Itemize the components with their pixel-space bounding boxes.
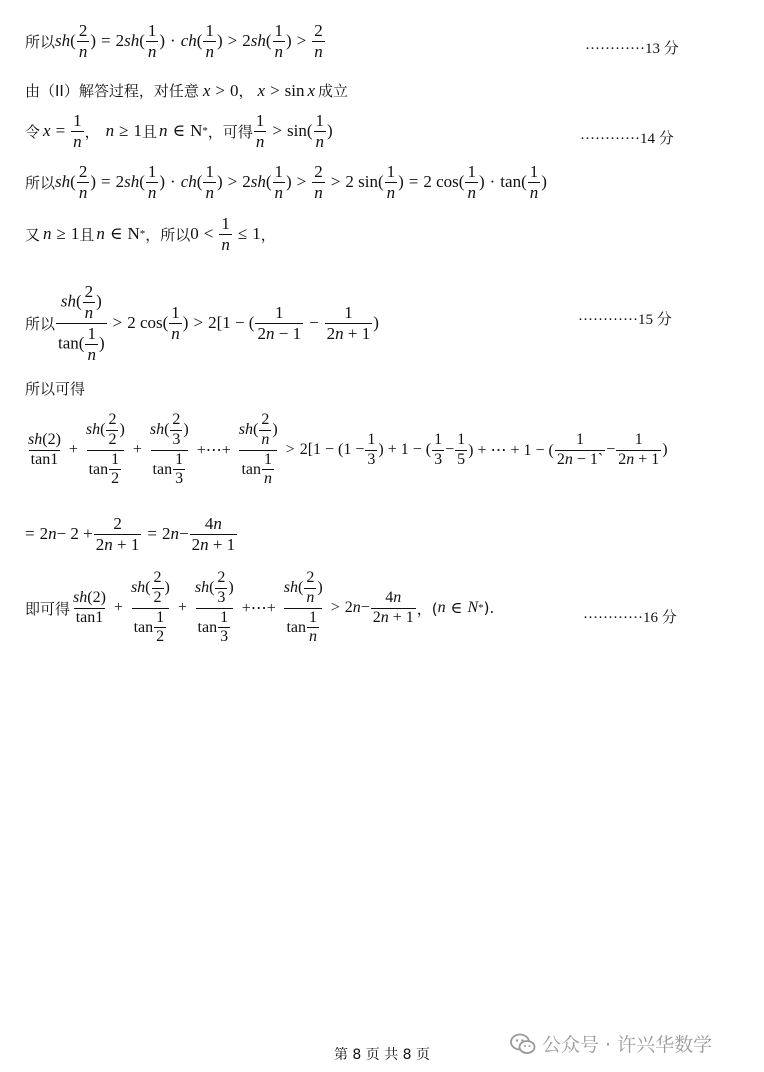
page-footer: 第 8 页 共 8 页 (333, 1047, 431, 1063)
wechat-icon (510, 1033, 536, 1055)
score-14: ············14 分 (580, 131, 674, 147)
equation-line-1: 所以 sh ( $\frac{2}{n}$ ) = 2 sh ( 1 n ) · ch ( 1 n ) > 2 sh ( 1 n ) > 2 n (25, 21, 323, 61)
equation-line-8: sh(2) tan1 + sh( $\frac{2}{2}$ ) tan $\frac{1}{2}$ + sh( $\frac{2}{3}$ ) tan $\frac{1}{3}$ +⋯+ sh( $\frac{2}{n}$ ) tan $\frac{1}{n}$ > 2[1 − (1 − 1 3 ) + 1 − ( 1 3 − 1 5 ) + ⋯ + 1 − ( 1 2n − 1` − 1 2n + 1 ) (28, 411, 668, 488)
equation-line-3: 令 x = $\frac{1}{n}$ ， n ≥ 1 且 n ∈ N * ，可得 1 n > sin( 1 n ) (25, 111, 333, 151)
score-13: ············13 分 (585, 41, 679, 57)
text-line-2: 由（II）解答过程，对任意 x > 0 ， x > sin x 成立 (25, 80, 349, 100)
equation-line-5: 又 n ≥ 1 且 n ∈ N * ，所以 0 < $\frac{1}{n}$ ≤ 1 ， (25, 214, 276, 254)
text-line-7: 所以可得 (25, 380, 86, 398)
equation-line-4: 所以 sh ( $\frac{2}{n}$ ) = 2 sh ( 1 n ) · ch ( 1 n ) > 2 sh ( 1 n ) > 2 n > 2 sin( $\frac{1}{n}$ ) = 2 cos( $\frac{1}{n}$ ) · tan( 1 n ) (25, 162, 547, 202)
score-16: ············16 分 (583, 610, 677, 626)
watermark-text: 公众号 · 许兴华数学 (542, 1034, 713, 1056)
equation-line-6: 所以 sh( $\frac{2}{n}$ ) tan( $\frac{1}{n}$ ) > 2 cos( 1 n ) > 2[1 − ( 1 2n − 1 − $\frac{1}{2n + 1}$ ) (25, 282, 379, 364)
watermark (510, 1030, 712, 1057)
equation-line-10: 即可得 sh(2) tan1 + sh( $\frac{2}{2}$ ) tan $\frac{1}{2}$ + sh( $\frac{2}{3}$ ) tan $\frac{1}{3}$ +⋯+ sh( $\frac{2}{n}$ ) tan $\frac{1}{n}$ > 2 n − 4n 2n + 1 ，( n ∈ N * ). (25, 569, 495, 646)
equation-line-9: = 2 n − 2 + $\frac{2}{2n + 1}$ = 2 n − 4n 2n + 1 (25, 514, 236, 554)
line-prefix: 所以 (25, 32, 56, 51)
score-15: ············15 分 (578, 312, 672, 328)
